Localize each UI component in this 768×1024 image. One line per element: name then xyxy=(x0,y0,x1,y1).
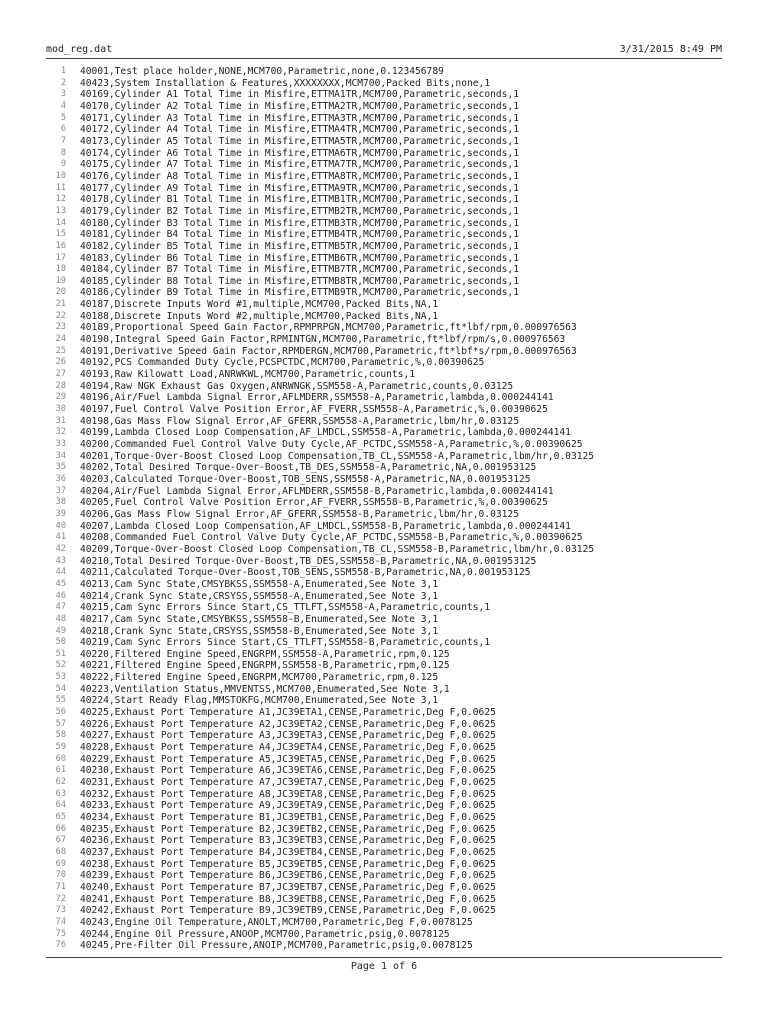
line-text: 40231,Exhaust Port Temperature A7,JC39ETA7,CENSE,Parametric,Deg F,0.0625 xyxy=(80,777,496,789)
file-line xyxy=(46,357,722,369)
line-number: 76 xyxy=(55,940,66,951)
page-header xyxy=(46,43,722,57)
line-number: 57 xyxy=(55,718,66,729)
file-line xyxy=(46,101,722,113)
line-text: 40224,Start Ready Flag,MMSTOKFG,MCM700,Enumerated,See Note 3,1 xyxy=(80,695,439,707)
file-line xyxy=(46,626,722,638)
line-text: 40190,Integral Speed Gain Factor,RPMINTGN,MCM700,Parametric,ft*lbf/rpm/s,0.000976563 xyxy=(80,334,566,346)
line-text: 40183,Cylinder B6 Total Time in Misfire,ETTMB6TR,MCM700,Parametric,seconds,1 xyxy=(80,252,519,264)
file-line xyxy=(46,276,722,288)
line-number: 58 xyxy=(55,730,66,741)
line-text: 40245,Pre-Filter Oil Pressure,ANOIP,MCM700,Parametric,psig,0.0078125 xyxy=(80,940,473,952)
line-text: 40180,Cylinder B3 Total Time in Misfire,ETTMB3TR,MCM700,Parametric,seconds,1 xyxy=(80,217,519,229)
line-number: 66 xyxy=(55,823,66,834)
line-text: 40228,Exhaust Port Temperature A4,JC39ETA4,CENSE,Parametric,Deg F,0.0625 xyxy=(80,742,496,754)
line-number: 31 xyxy=(55,415,66,426)
line-number: 28 xyxy=(55,380,66,391)
line-text: 40221,Filtered Engine Speed,ENGRPM,SSM558-B,Parametric,rpm,0.125 xyxy=(80,660,450,672)
file-line xyxy=(46,614,722,626)
line-number: 21 xyxy=(55,299,66,310)
line-text: 40218,Crank Sync State,CRSYSS,SSM558-B,Enumerated,See Note 3,1 xyxy=(80,625,439,637)
line-number: 32 xyxy=(55,427,66,438)
file-line xyxy=(46,672,722,684)
line-text: 40236,Exhaust Port Temperature B3,JC39ETB3,CENSE,Parametric,Deg F,0.0625 xyxy=(80,835,496,847)
line-text: 40217,Cam Sync State,CMSYBKSS,SSM558-B,Enumerated,See Note 3,1 xyxy=(80,613,439,625)
line-text: 40184,Cylinder B7 Total Time in Misfire,ETTMB7TR,MCM700,Parametric,seconds,1 xyxy=(80,264,519,276)
line-number: 5 xyxy=(60,112,66,123)
file-line xyxy=(46,322,722,334)
line-text: 40234,Exhaust Port Temperature B1,JC39ETB1,CENSE,Parametric,Deg F,0.0625 xyxy=(80,812,496,823)
file-line xyxy=(46,229,722,241)
file-line xyxy=(46,894,722,906)
line-text: 40200,Commanded Fuel Control Valve Duty Cycle,AF_PCTDC,SSM558-A,Parametric,%,0.00390625 xyxy=(80,439,583,450)
line-text: 40211,Calculated Torque-Over-Boost,TOB_SENS,SSM558-B,Parametric,NA,0.001953125 xyxy=(80,567,531,579)
line-number: 4 xyxy=(60,100,66,111)
file-line xyxy=(46,253,722,265)
file-line xyxy=(46,800,722,812)
line-text: 40214,Crank Sync State,CRSYSS,SSM558-A,Enumerated,See Note 3,1 xyxy=(80,590,439,602)
line-text: 40185,Cylinder B8 Total Time in Misfire,ETTMB8TR,MCM700,Parametric,seconds,1 xyxy=(80,275,519,287)
file-line xyxy=(46,777,722,789)
file-line xyxy=(46,917,722,929)
file-line xyxy=(46,602,722,614)
line-text: 40178,Cylinder B1 Total Time in Misfire,ETTMB1TR,MCM700,Parametric,seconds,1 xyxy=(80,194,519,206)
line-text: 40207,Lambda Closed Loop Compensation,AF_LMDCL,SSM558-B,Parametric,lambda,0.000244141 xyxy=(80,520,571,532)
line-number: 34 xyxy=(55,450,66,461)
line-text: 40220,Filtered Engine Speed,ENGRPM,SSM558-A,Parametric,rpm,0.125 xyxy=(80,648,450,660)
file-line xyxy=(46,241,722,253)
line-number: 14 xyxy=(55,217,66,228)
file-line xyxy=(46,789,722,801)
file-line xyxy=(46,742,722,754)
file-line xyxy=(46,299,722,311)
file-line xyxy=(46,882,722,894)
line-text: 40189,Proportional Speed Gain Factor,RPMPRPGN,MCM700,Parametric,ft*lbf/rpm,0.000976563 xyxy=(80,322,577,334)
line-text: 40225,Exhaust Port Temperature A1,JC39ETA1,CENSE,Parametric,Deg F,0.0625 xyxy=(80,707,496,719)
file-line xyxy=(46,171,722,183)
line-number: 7 xyxy=(60,135,66,146)
file-line xyxy=(46,78,722,90)
file-line xyxy=(46,404,722,416)
line-number: 10 xyxy=(55,170,66,181)
line-text: 40194,Raw NGK Exhaust Gas Oxygen,ANRWNGK,SSM558-A,Parametric,counts,0.03125 xyxy=(80,380,514,392)
line-number: 9 xyxy=(60,159,66,170)
file-line xyxy=(46,148,722,160)
line-text: 40172,Cylinder A4 Total Time in Misfire,ETTMA4TR,MCM700,Parametric,seconds,1 xyxy=(80,124,519,136)
line-text: 40239,Exhaust Port Temperature B6,JC39ETB6,CENSE,Parametric,Deg F,0.0625 xyxy=(80,870,496,882)
line-number: 71 xyxy=(55,881,66,892)
line-text: 40237,Exhaust Port Temperature B4,JC39ETB4,CENSE,Parametric,Deg F,0.0625 xyxy=(80,846,496,858)
file-line xyxy=(46,218,722,230)
line-number: 3 xyxy=(60,89,66,100)
line-number: 62 xyxy=(55,777,66,788)
file-line xyxy=(46,649,722,661)
line-number: 75 xyxy=(55,928,66,939)
line-text: 40230,Exhaust Port Temperature A6,JC39ETA6,CENSE,Parametric,Deg F,0.0625 xyxy=(80,765,496,777)
line-text: 40240,Exhaust Port Temperature B7,JC39ETB7,CENSE,Parametric,Deg F,0.0625 xyxy=(80,881,496,893)
line-number: 33 xyxy=(55,439,66,449)
file-line xyxy=(46,754,722,766)
file-line xyxy=(46,474,722,486)
line-text: 40174,Cylinder A6 Total Time in Misfire,ETTMA6TR,MCM700,Parametric,seconds,1 xyxy=(80,147,519,159)
line-number: 43 xyxy=(55,555,66,566)
line-number: 48 xyxy=(55,613,66,624)
file-line xyxy=(46,812,722,824)
file-line xyxy=(46,264,722,276)
line-number: 73 xyxy=(55,905,66,916)
line-number: 39 xyxy=(55,508,66,519)
file-line xyxy=(46,567,722,579)
file-line xyxy=(46,287,722,299)
line-text: 40001,Test place holder,NONE,MCM700,Parametric,none,0.123456789 xyxy=(80,66,444,77)
line-text: 40193,Raw Kilowatt Load,ANRWKWL,MCM700,Parametric,counts,1 xyxy=(80,369,416,381)
line-number: 20 xyxy=(55,287,66,298)
line-number: 45 xyxy=(55,578,66,589)
file-line xyxy=(46,579,722,591)
file-line xyxy=(46,124,722,136)
line-text: 40226,Exhaust Port Temperature A2,JC39ETA2,CENSE,Parametric,Deg F,0.0625 xyxy=(80,718,496,730)
file-line xyxy=(46,392,722,404)
line-number: 74 xyxy=(55,916,66,927)
file-line xyxy=(46,206,722,218)
page-number: Page 1 of 6 xyxy=(350,961,418,972)
line-number: 50 xyxy=(55,637,66,648)
line-text: 40176,Cylinder A8 Total Time in Misfire,ETTMA8TR,MCM700,Parametric,seconds,1 xyxy=(80,170,519,182)
line-number: 27 xyxy=(55,369,66,380)
line-number: 25 xyxy=(55,345,66,356)
line-number: 67 xyxy=(55,835,66,846)
line-text: 40203,Calculated Torque-Over-Boost,TOB_SENS,SSM558-A,Parametric,NA,0.001953125 xyxy=(80,473,531,485)
line-number: 54 xyxy=(55,683,66,694)
line-number: 59 xyxy=(55,742,66,753)
line-text: 40241,Exhaust Port Temperature B8,JC39ETB8,CENSE,Parametric,Deg F,0.0625 xyxy=(80,893,496,905)
line-text: 40232,Exhaust Port Temperature A8,JC39ETA8,CENSE,Parametric,Deg F,0.0625 xyxy=(80,788,496,800)
file-line xyxy=(46,194,722,206)
line-number: 6 xyxy=(60,124,66,135)
line-text: 40177,Cylinder A9 Total Time in Misfire,ETTMA9TR,MCM700,Parametric,seconds,1 xyxy=(80,182,519,194)
line-text: 40182,Cylinder B5 Total Time in Misfire,ETTMB5TR,MCM700,Parametric,seconds,1 xyxy=(80,240,519,252)
line-number: 63 xyxy=(55,788,66,799)
file-line xyxy=(46,556,722,568)
line-number: 44 xyxy=(55,567,66,578)
file-line xyxy=(46,136,722,148)
file-line xyxy=(46,439,722,451)
header-divider xyxy=(46,58,722,59)
line-text: 40238,Exhaust Port Temperature B5,JC39ETB5,CENSE,Parametric,Deg F,0.0625 xyxy=(80,858,496,870)
line-text: 40242,Exhaust Port Temperature B9,JC39ETB9,CENSE,Parametric,Deg F,0.0625 xyxy=(80,905,496,917)
file-line xyxy=(46,416,722,428)
file-line xyxy=(46,311,722,323)
file-line xyxy=(46,521,722,533)
file-line xyxy=(46,707,722,719)
line-text: 40227,Exhaust Port Temperature A3,JC39ETA3,CENSE,Parametric,Deg F,0.0625 xyxy=(80,730,496,742)
file-line xyxy=(46,544,722,556)
file-line xyxy=(46,859,722,871)
file-name: mod_reg.dat xyxy=(46,44,113,55)
line-number: 35 xyxy=(55,462,66,473)
line-text: 40179,Cylinder B2 Total Time in Misfire,ETTMB2TR,MCM700,Parametric,seconds,1 xyxy=(80,205,519,217)
line-number: 30 xyxy=(55,404,66,415)
line-number: 26 xyxy=(55,357,66,368)
file-line xyxy=(46,369,722,381)
line-text: 40222,Filtered Engine Speed,ENGRPM,MCM700,Parametric,rpm,0.125 xyxy=(80,672,439,684)
file-content xyxy=(46,66,722,952)
footer-divider xyxy=(46,957,722,958)
file-line xyxy=(46,509,722,521)
file-line xyxy=(46,591,722,603)
line-number: 72 xyxy=(55,893,66,904)
file-line xyxy=(46,730,722,742)
line-number: 46 xyxy=(55,590,66,601)
line-text: 40204,Air/Fuel Lambda Signal Error,AFLMDERR,SSM558-B,Parametric,lambda,0.000244141 xyxy=(80,485,554,497)
line-number: 68 xyxy=(55,846,66,857)
line-text: 40206,Gas Mass Flow Signal Error,AF_GFERR,SSM558-B,Parametric,lbm/hr,0.03125 xyxy=(80,508,519,520)
line-number: 12 xyxy=(55,194,66,205)
line-text: 40423,System Installation & Features,XXXXXXXX,MCM700,Packed Bits,none,1 xyxy=(80,77,491,89)
line-text: 40244,Engine Oil Pressure,ANOOP,MCM700,Parametric,psig,0.0078125 xyxy=(80,928,450,940)
line-text: 40169,Cylinder A1 Total Time in Misfire,ETTMA1TR,MCM700,Parametric,seconds,1 xyxy=(80,89,519,101)
line-text: 40186,Cylinder B9 Total Time in Misfire,ETTMB9TR,MCM700,Parametric,seconds,1 xyxy=(80,287,519,299)
line-number: 61 xyxy=(55,765,66,776)
line-number: 64 xyxy=(55,800,66,811)
line-number: 38 xyxy=(55,497,66,508)
line-text: 40213,Cam Sync State,CMSYBKSS,SSM558-A,Enumerated,See Note 3,1 xyxy=(80,578,439,590)
line-number: 29 xyxy=(55,392,66,403)
line-text: 40201,Torque-Over-Boost Closed Loop Compensation,TB_CL,SSM558-A,Parametric,lbm/hr,0.03125 xyxy=(80,450,595,462)
line-text: 40209,Torque-Over-Boost Closed Loop Compensation,TB_CL,SSM558-B,Parametric,lbm/hr,0.03125 xyxy=(80,543,595,555)
line-text: 40198,Gas Mass Flow Signal Error,AF_GFERR,SSM558-A,Parametric,lbm/hr,0.03125 xyxy=(80,415,519,427)
file-line xyxy=(46,113,722,125)
line-number: 24 xyxy=(55,334,66,345)
line-text: 40210,Total Desired Torque-Over-Boost,TB_DES,SSM558-B,Parametric,NA,0.001953125 xyxy=(80,555,537,567)
line-number: 17 xyxy=(55,252,66,263)
file-line xyxy=(46,346,722,358)
line-text: 40171,Cylinder A3 Total Time in Misfire,ETTMA3TR,MCM700,Parametric,seconds,1 xyxy=(80,112,519,124)
line-number: 16 xyxy=(55,240,66,251)
file-line xyxy=(46,462,722,474)
file-line xyxy=(46,695,722,707)
line-number: 23 xyxy=(55,322,66,333)
line-text: 40235,Exhaust Port Temperature B2,JC39ETB2,CENSE,Parametric,Deg F,0.0625 xyxy=(80,823,496,835)
line-text: 40192,PCS Commanded Duty Cycle,PCSPCTDC,MCM700,Parametric,%,0.00390625 xyxy=(80,357,485,369)
line-text: 40205,Fuel Control Valve Position Error,AF_FVERR,SSM558-B,Parametric,%,0.00390625 xyxy=(80,497,548,509)
line-number: 51 xyxy=(55,648,66,659)
line-number: 2 xyxy=(60,77,66,88)
line-number: 13 xyxy=(55,205,66,216)
file-line xyxy=(46,486,722,498)
line-number: 15 xyxy=(55,229,66,240)
line-text: 40243,Engine Oil Temperature,ANOLT,MCM700,Parametric,Deg F,0.0078125 xyxy=(80,916,473,928)
file-line xyxy=(46,765,722,777)
file-line xyxy=(46,847,722,859)
file-line xyxy=(46,451,722,463)
file-line xyxy=(46,870,722,882)
line-text: 40196,Air/Fuel Lambda Signal Error,AFLMDERR,SSM558-A,Parametric,lambda,0.000244141 xyxy=(80,392,554,404)
line-number: 52 xyxy=(55,660,66,671)
file-line xyxy=(46,334,722,346)
line-number: 55 xyxy=(55,695,66,706)
line-number: 49 xyxy=(55,625,66,636)
line-text: 40208,Commanded Fuel Control Valve Duty Cycle,AF_PCTDC,SSM558-B,Parametric,%,0.00390625 xyxy=(80,532,583,544)
line-number: 41 xyxy=(55,532,66,543)
line-number: 70 xyxy=(55,870,66,881)
file-line xyxy=(46,89,722,101)
line-number: 37 xyxy=(55,485,66,496)
file-line xyxy=(46,183,722,195)
line-number: 36 xyxy=(55,473,66,484)
line-text: 40233,Exhaust Port Temperature A9,JC39ETA9,CENSE,Parametric,Deg F,0.0625 xyxy=(80,800,496,812)
line-text: 40187,Discrete Inputs Word #1,multiple,MCM700,Packed Bits,NA,1 xyxy=(80,299,439,311)
line-text: 40170,Cylinder A2 Total Time in Misfire,ETTMA2TR,MCM700,Parametric,seconds,1 xyxy=(80,100,519,112)
file-line xyxy=(46,532,722,544)
line-number: 40 xyxy=(55,520,66,531)
file-line xyxy=(46,66,722,78)
line-number: 18 xyxy=(55,264,66,275)
line-number: 19 xyxy=(55,275,66,286)
line-text: 40173,Cylinder A5 Total Time in Misfire,ETTMA5TR,MCM700,Parametric,seconds,1 xyxy=(80,135,519,147)
line-text: 40191,Derivative Speed Gain Factor,RPMDERGN,MCM700,Parametric,ft*lbf*s/rpm,0.000976563 xyxy=(80,345,577,357)
line-number: 47 xyxy=(55,602,66,613)
line-number: 65 xyxy=(55,812,66,822)
print-datetime: 3/31/2015 8:49 PM xyxy=(619,44,722,55)
line-number: 1 xyxy=(60,66,66,76)
line-text: 40202,Total Desired Torque-Over-Boost,TB_DES,SSM558-A,Parametric,NA,0.001953125 xyxy=(80,462,537,474)
line-text: 40197,Fuel Control Valve Position Error,AF_FVERR,SSM558-A,Parametric,%,0.00390625 xyxy=(80,404,548,416)
line-text: 40175,Cylinder A7 Total Time in Misfire,ETTMA7TR,MCM700,Parametric,seconds,1 xyxy=(80,159,519,171)
line-text: 40223,Ventilation Status,MMVENTSS,MCM700,Enumerated,See Note 3,1 xyxy=(80,683,450,695)
line-text: 40219,Cam Sync Errors Since Start,CS_TTLFT,SSM558-B,Parametric,counts,1 xyxy=(80,637,491,649)
line-text: 40215,Cam Sync Errors Since Start,CS_TTLFT,SSM558-A,Parametric,counts,1 xyxy=(80,602,491,614)
file-line xyxy=(46,824,722,836)
file-line xyxy=(46,660,722,672)
line-text: 40229,Exhaust Port Temperature A5,JC39ETA5,CENSE,Parametric,Deg F,0.0625 xyxy=(80,753,496,765)
file-line xyxy=(46,637,722,649)
line-number: 22 xyxy=(55,310,66,321)
line-text: 40199,Lambda Closed Loop Compensation,AF_LMDCL,SSM558-A,Parametric,lambda,0.000244141 xyxy=(80,427,571,439)
line-number: 56 xyxy=(55,707,66,718)
file-line xyxy=(46,929,722,941)
line-number: 42 xyxy=(55,543,66,554)
line-text: 40188,Discrete Inputs Word #2,multiple,MCM700,Packed Bits,NA,1 xyxy=(80,310,439,322)
line-text: 40181,Cylinder B4 Total Time in Misfire,ETTMB4TR,MCM700,Parametric,seconds,1 xyxy=(80,229,519,241)
line-number: 11 xyxy=(55,182,66,193)
file-line xyxy=(46,427,722,439)
file-line xyxy=(46,159,722,171)
line-number: 53 xyxy=(55,672,66,683)
line-number: 60 xyxy=(55,753,66,764)
file-line xyxy=(46,684,722,696)
file-line xyxy=(46,940,722,952)
line-number: 8 xyxy=(60,147,66,158)
line-number: 69 xyxy=(55,858,66,869)
file-line xyxy=(46,905,722,917)
file-line xyxy=(46,381,722,393)
file-line xyxy=(46,719,722,731)
file-line xyxy=(46,835,722,847)
file-line xyxy=(46,497,722,509)
